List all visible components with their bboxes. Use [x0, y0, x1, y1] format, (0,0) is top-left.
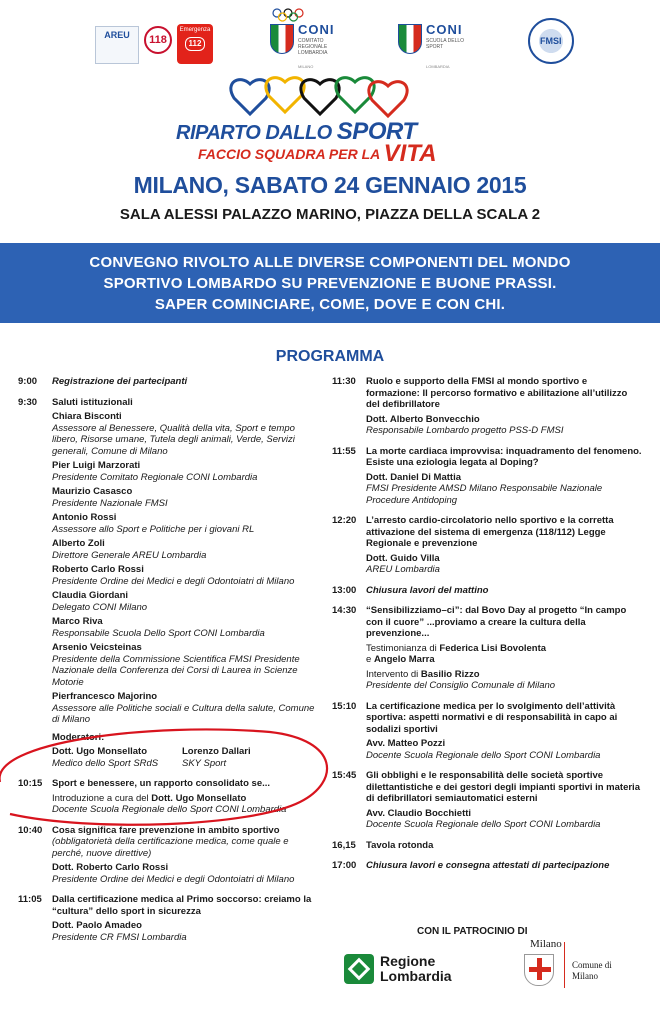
- program-entry: [18, 894, 318, 943]
- speaker-role: Responsabile Scuola Dello Sport CONI Lombardia: [52, 627, 265, 639]
- program-entry: [332, 376, 642, 437]
- speaker-role: Assessore al Benessere, Qualità della vita, Sport e tempo libero, Risorse umane, Tutela degli animali, Verde, Servizi generali, Comune di Milano: [52, 422, 295, 457]
- speaker-name: Pierfrancesco Majorino: [52, 691, 158, 702]
- entry-time: 10:40: [18, 824, 43, 836]
- banner-line: CONVEGNO RIVOLTO ALLE DIVERSE COMPONENTI DEL MONDO: [89, 254, 571, 271]
- banner-line: SPORTIVO LOMBARDO SU PREVENZIONE E BUONE PRASSI.: [103, 275, 557, 292]
- program-entry: [332, 515, 642, 576]
- intro-name: Dott. Ugo Monsellato: [151, 792, 247, 804]
- event-title-part: FACCIO SQUADRA PER LA: [198, 146, 384, 162]
- program-title: PROGRAMMA: [275, 348, 385, 365]
- event-title-vita: VITA: [383, 140, 437, 167]
- speaker: [52, 512, 318, 535]
- event-title-sport: SPORT: [336, 118, 417, 145]
- entry-time: 12:20: [332, 515, 357, 526]
- speaker: [366, 808, 642, 831]
- comune-label: Comune di Milano: [572, 960, 612, 981]
- entry-title: Saluti istituzionali: [52, 396, 133, 408]
- speaker-role: Presidente del Consiglio Comunale di Milano: [366, 680, 556, 691]
- speaker-role: FMSI Presidente AMSD Milano Responsabile Nazionale Procedure Antidoping: [366, 483, 603, 506]
- entry-time: 9:00: [18, 376, 38, 387]
- hearts-rings-icon: [210, 74, 410, 124]
- speaker: [52, 616, 318, 639]
- speaker: [52, 486, 318, 509]
- coni-place: MILANO: [298, 64, 314, 69]
- entry-time: 11:55: [332, 445, 356, 457]
- moderator-name: Lorenzo Dallari: [182, 746, 251, 757]
- logo-112-number: 112: [185, 37, 205, 51]
- entry-title: Dalla certificazione medica al Primo soccorso: creiamo la “cultura” dello sport in sicurezza: [52, 894, 312, 917]
- testimony-text: Testimonianza di: [366, 642, 440, 654]
- speaker-role: Presidente della Commissione Scientifica FMSI Presidente Nazionale della Conferenza dei Corsi di Laurea in Scienze Motorie: [52, 653, 300, 688]
- speaker-role: Assessore allo Sport e Politiche per i giovani RL: [52, 523, 255, 535]
- entry-time: 11:30: [332, 376, 356, 387]
- sponsor-logos: [0, 8, 660, 72]
- speaker-name: Chiara Bisconti: [52, 411, 122, 422]
- speaker-role: Direttore Generale AREU Lombardia: [52, 549, 207, 561]
- coni-word: CONI: [426, 22, 463, 37]
- comune-milano-logo: [518, 938, 628, 998]
- speaker: [366, 472, 642, 507]
- entry-time: 15:10: [332, 700, 357, 712]
- entry-title: Sport e benessere, un rapporto consolidato se...: [52, 778, 271, 789]
- intro-text: Introduzione a cura del: [52, 792, 152, 804]
- speaker-role: AREU Lombardia: [366, 564, 440, 575]
- speaker-name: Pier Luigi Marzorati: [52, 460, 141, 471]
- program-entry: [332, 701, 642, 762]
- speaker: [366, 414, 642, 437]
- entry-title: La morte cardiaca improvvisa: inquadramento del fenomeno. Esiste una eziologia legata al Doping?: [366, 445, 642, 468]
- banner-line: SAPER COMINCIARE, COME, DOVE E CON CHI.: [154, 296, 506, 313]
- speaker-role: Presidente CR FMSI Lombardia: [52, 931, 187, 943]
- speaker-name: Maurizio Casasco: [52, 486, 133, 497]
- entry-title: Gli obblighi e le responsabilità delle società sportive dilettantistiche e dei gestori degli impianti sportivi in materia di defibrillatori semiautomatici esterni: [366, 770, 640, 804]
- italia-shield-icon: [270, 24, 294, 54]
- speaker-role: Docente Scuola Regionale dello Sport CONI Lombardia: [52, 804, 287, 815]
- speaker-name: Dott. Daniel Di Mattia: [366, 471, 462, 483]
- entry-title: Chiusura lavori del mattino: [366, 584, 489, 596]
- patronage-label: CON IL PATROCINIO DI: [417, 926, 528, 937]
- program-entry: [332, 840, 642, 852]
- testimony-name: Angelo Marra: [373, 654, 435, 665]
- speaker: [52, 642, 318, 688]
- areu-logo: AREU: [95, 26, 139, 64]
- moderator-role: Medico dello Sport SRdS: [52, 757, 159, 769]
- program-entry: [332, 860, 642, 872]
- speaker: [52, 564, 318, 587]
- speech-text: Intervento di: [366, 668, 421, 680]
- logo-118: 118: [144, 26, 172, 54]
- speaker: [52, 920, 318, 943]
- convention-banner: [0, 243, 660, 323]
- testimony-text: e: [366, 654, 374, 665]
- speaker-name: Arsenio Veicsteinas: [52, 642, 142, 653]
- program-entry: [332, 605, 642, 692]
- speaker-role: Assessore alle Politiche sociali e Cultura della salute, Comune di Milano: [52, 702, 315, 725]
- entry-title: Cosa significa fare prevenzione in ambito sportivo: [52, 824, 280, 836]
- entry-title: Registrazione dei partecipanti: [52, 376, 188, 387]
- emergenza-112-logo: [177, 24, 213, 64]
- event-logo: [170, 74, 490, 167]
- coni-sub: COMITATO REGIONALE LOMBARDIA: [298, 38, 328, 56]
- entry-time: 14:30: [332, 605, 357, 616]
- event-date-headline: MILANO, SABATO 24 GENNAIO 2015: [133, 172, 527, 198]
- testimony-continued: [366, 654, 642, 666]
- entry-title: Ruolo e supporto della FMSI al mondo sportivo e formazione: Il percorso formativo e abilitazione all’utilizzo del defibrillatore: [366, 376, 628, 410]
- event-venue: SALA ALESSI PALAZZO MARINO, PIAZZA DELLA SCALA 2: [119, 206, 541, 223]
- milano-crest-icon: [524, 954, 554, 986]
- coni-sub: SCUOLA DELLO SPORT: [426, 38, 465, 50]
- olympic-rings-icon: [271, 8, 305, 22]
- speech: [366, 669, 642, 681]
- event-title-line-2: [198, 138, 437, 166]
- testimony: [366, 643, 642, 655]
- program-column-left: [18, 376, 318, 952]
- fmsi-text: FMSI: [540, 36, 562, 46]
- program-entry: [332, 446, 642, 507]
- coni-scuola-logo: [396, 8, 486, 68]
- speaker-role: Presidente Ordine dei Medici e degli Odontoiatri di Milano: [52, 873, 295, 885]
- entry-time: 16,15: [332, 839, 356, 851]
- entry-title: La certificazione medica per lo svolgimento dell’attività sportiva: aspetti normativi e di responsabilità in capo ai sodalizi sportivi: [366, 700, 618, 735]
- speaker-name: Dott. Alberto Bonvecchio: [366, 413, 480, 425]
- speaker: [52, 460, 318, 483]
- speaker: [52, 590, 318, 613]
- moderator-name: Dott. Ugo Monsellato: [52, 746, 147, 757]
- speaker-name: Claudia Giordani: [52, 590, 129, 601]
- entry-title: “Sensibilizziamo–ci”: dal Bovo Day al progetto “In campo con il cuore” ...proviamo a creare la cultura della prevenzione...: [366, 605, 627, 639]
- coni-milano-logo: [268, 8, 358, 68]
- divider: [564, 942, 565, 988]
- coni-word: CONI: [298, 22, 335, 37]
- speaker-name: Dott. Roberto Carlo Rossi: [52, 862, 169, 873]
- entry-title: Chiusura lavori e consegna attestati di partecipazione: [366, 860, 610, 871]
- regione-lombardia-name: Regione Lombardia: [380, 953, 452, 984]
- speaker-name: Antonio Rossi: [52, 512, 117, 523]
- regione-lombardia-icon: [344, 954, 374, 984]
- entry-title: L’arresto cardio-circolatorio nello sportivo e la corretta attivazione del sistema di emergenza (118/112) Legge Regionale e prevenzione: [366, 515, 614, 549]
- fmsi-logo: [528, 18, 574, 64]
- speaker-name: Avv. Claudio Bocchietti: [366, 807, 472, 819]
- event-title-part: RIPARTO DALLO: [176, 122, 337, 144]
- speaker: [52, 538, 318, 561]
- speaker-role: Presidente Ordine dei Medici e degli Odontoiatri di Milano: [52, 575, 295, 587]
- entry-time: 17:00: [332, 860, 357, 871]
- testimony-name: Federica Lisi Bovolenta: [439, 642, 547, 654]
- moderators-label: Moderatori:: [52, 731, 105, 743]
- speech-name: Basilio Rizzo: [420, 668, 480, 680]
- speaker: [52, 862, 318, 885]
- speaker-role: Docente Scuola Regionale dello Sport CONI Lombardia: [366, 749, 601, 761]
- italia-shield-icon: [398, 24, 422, 54]
- speaker-name: Marco Riva: [52, 616, 103, 627]
- speaker: [52, 411, 318, 457]
- entry-time: 10:15: [18, 778, 43, 789]
- speaker-role: Presidente Nazionale FMSI: [52, 497, 168, 509]
- program-entry: [18, 825, 318, 886]
- speaker: [366, 738, 642, 761]
- speaker-name: Roberto Carlo Rossi: [52, 564, 144, 575]
- program-entry: [18, 376, 318, 388]
- entry-time: 13:00: [332, 584, 357, 596]
- milano-label: Milano: [530, 938, 562, 950]
- entry-time: 15:45: [332, 770, 357, 781]
- speaker-role: Docente Scuola Regionale dello Sport CONI Lombardia: [366, 819, 601, 830]
- speaker-role: Presidente Comitato Regionale CONI Lombardia: [52, 471, 258, 483]
- coni-place: LOMBARDIA: [426, 64, 450, 69]
- entry-title: Tavola rotonda: [366, 839, 434, 851]
- speaker-role: Responsabile Lombardo progetto PSS-D FMSI: [366, 425, 564, 436]
- speaker: [366, 553, 642, 576]
- entry-time: 11:05: [18, 894, 42, 905]
- moderator-role: SKY Sport: [182, 757, 227, 769]
- program-entry: [18, 397, 318, 770]
- speaker-name: Alberto Zoli: [52, 538, 105, 549]
- program-entry: [332, 770, 642, 831]
- entry-subtitle: (obbligatorietà della certificazione medica, come quale e perché, nuove direttive): [52, 836, 289, 859]
- program-column-right: [332, 376, 642, 881]
- emergenza-label: Emergenza: [179, 27, 211, 33]
- speaker-role: Delegato CONI Milano: [52, 601, 148, 613]
- entry-time: 9:30: [18, 396, 38, 408]
- speaker-name: Dott. Paolo Amadeo: [52, 920, 142, 931]
- program-entry: [332, 585, 642, 597]
- speaker-name: Avv. Matteo Pozzi: [366, 738, 446, 749]
- speaker: [52, 691, 318, 726]
- red-ellipse-annotation: [0, 722, 370, 832]
- speaker-name: Dott. Guido Villa: [366, 552, 440, 564]
